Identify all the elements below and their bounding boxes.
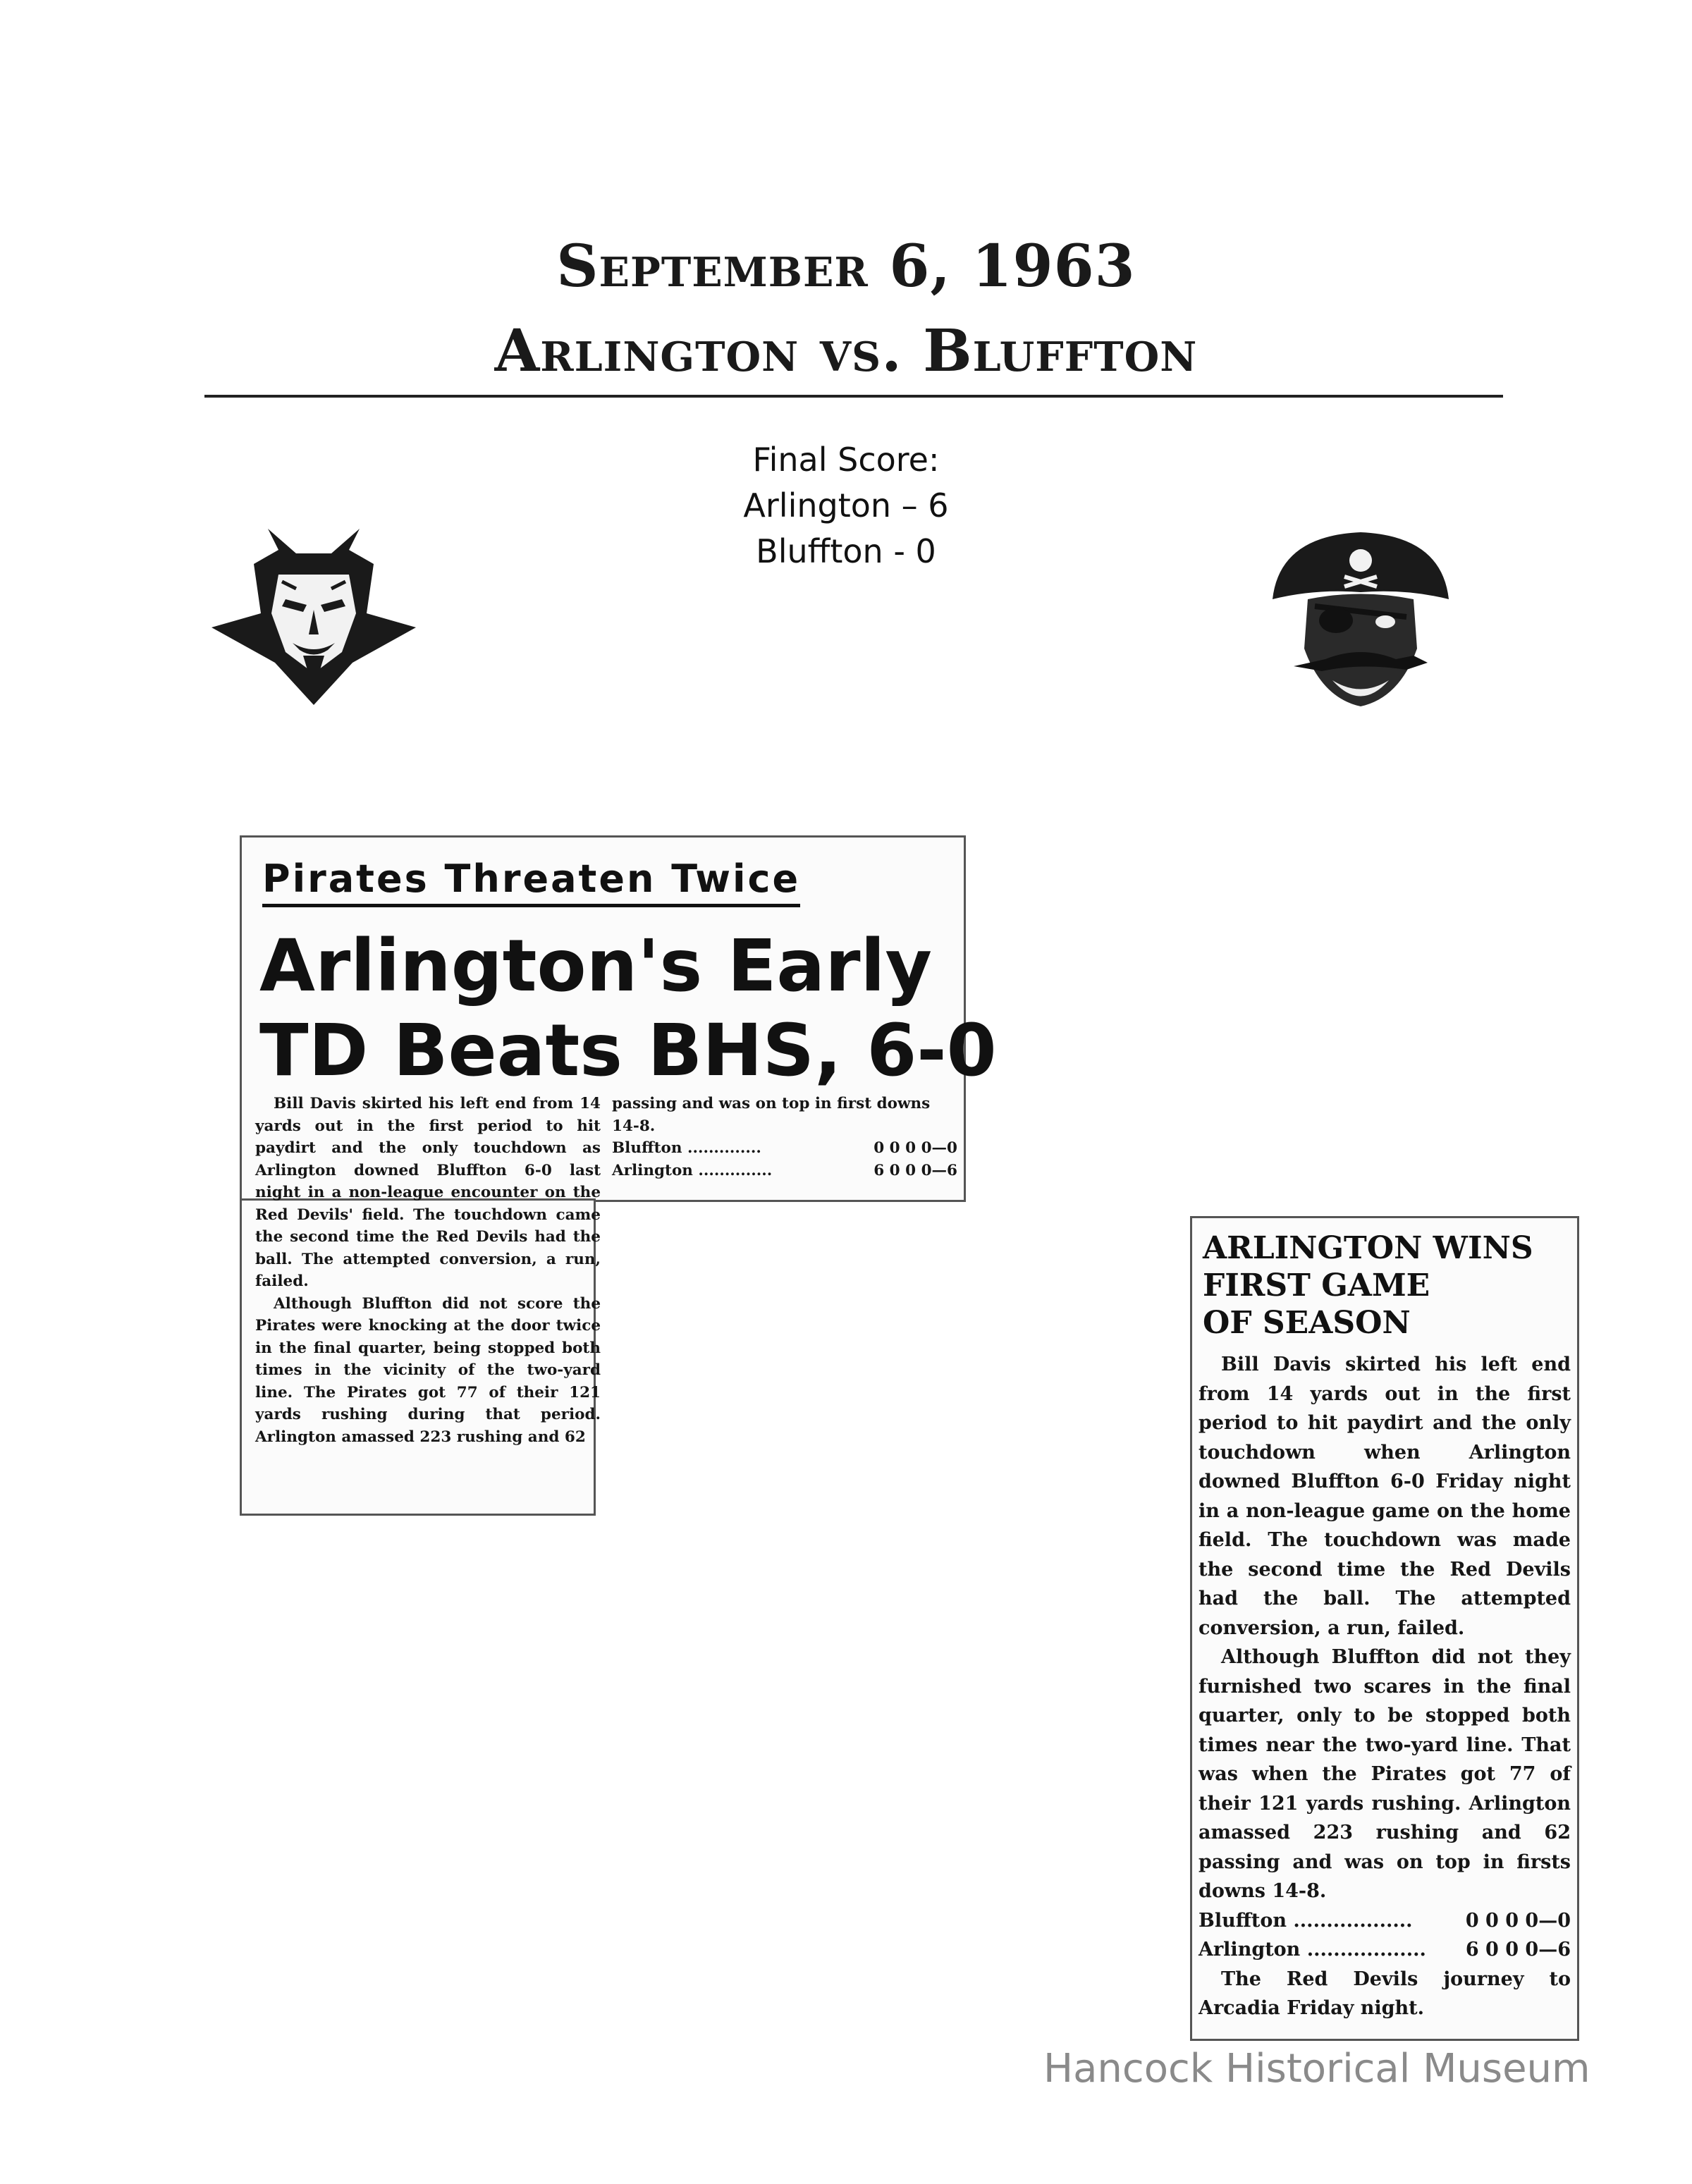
clipping-2-paragraph: Bill Davis skirted his left end from 14 yards out in the first period to hit paydirt and the only touchdown when Arlington downed Bluffton 6-0 Friday night in a non-league game on the home field. The touchdown was made the second time the Red Devils had the ball. The attempted conversion, a run, failed.	[1198, 1354, 1571, 1639]
page-title-matchup: Arlington vs. Bluffton	[494, 317, 1198, 385]
clipping-1-column-2	[612, 1093, 957, 1182]
final-score-label: Final Score:	[752, 441, 940, 479]
final-score-bluffton: Bluffton - 0	[756, 532, 936, 570]
score-row-team: Arlington ..............	[612, 1161, 773, 1179]
clipping-2-headline-line-3: OF SEASON	[1203, 1305, 1411, 1341]
clipping-1-headline-line-2: TD Beats BHS, 6-0	[259, 1009, 997, 1093]
score-row	[1198, 1906, 1571, 1936]
clipping-2-body	[1198, 1350, 1571, 2023]
score-row-scores: 0 0 0 0—0	[1465, 1909, 1571, 1932]
clipping-1-body	[255, 1093, 601, 1448]
clipping-2-headline-line-1: ARLINGTON WINS	[1203, 1230, 1533, 1266]
score-row	[1198, 1935, 1571, 1965]
clipping-1-column-2-text: passing and was on top in first downs 14-8.	[612, 1095, 931, 1135]
score-row-scores: 6 0 0 0—6	[873, 1161, 957, 1179]
clipping-1-paragraph: Although Bluffton did not score the Pirates were knocking at the door twice in the final quarter, being stopped both times in the vicinity of the two-yard line. The Pirates got 77 of their 121 yards rushing during that period. Arlington amassed 223 rushing and 62	[255, 1294, 601, 1446]
clipping-1-kicker: Pirates Threaten Twice	[262, 857, 800, 907]
pirate-logo-icon	[1265, 522, 1456, 712]
clipping-1-headline-line-1: Arlington's Early	[259, 924, 932, 1008]
header-divider	[204, 395, 1503, 398]
page-title-date: September 6, 1963	[556, 233, 1136, 300]
final-score-arlington: Arlington – 6	[743, 486, 949, 524]
clipping-2-headline-line-2: FIRST GAME	[1203, 1268, 1430, 1303]
red-devil-logo-icon	[212, 522, 416, 705]
museum-watermark: Hancock Historical Museum	[1043, 2046, 1590, 2092]
score-row-team: Arlington ..................	[1198, 1939, 1426, 1961]
score-row-team: Bluffton ..............	[612, 1139, 761, 1157]
clipping-1-paragraph: Bill Davis skirted his left end from 14 yards out in the first period to hit paydirt and the only touchdown as Arlington downed Bluffton 6-0 last night in a non-league encounter on the Red Devils' field. The touchdown came the second time the Red Devils had the ball. The attempted conversion, a run, failed.	[255, 1095, 601, 1290]
clipping-2-paragraph: Although Bluffton did not they furnished two scares in the final quarter, only to be stopped both times near the two-yard line. That was when the Pirates got 77 of their 121 yards rushing. Arlington amassed 223 rushing and 62 passing and was on top in firsts downs 14-8.	[1198, 1646, 1571, 1902]
clipping-2-closing: The Red Devils journey to Arcadia Friday night.	[1198, 1968, 1571, 2019]
score-row	[612, 1160, 957, 1182]
score-row-team: Bluffton ..................	[1198, 1909, 1413, 1932]
score-row	[612, 1137, 957, 1160]
score-row-scores: 0 0 0 0—0	[873, 1139, 957, 1157]
score-row-scores: 6 0 0 0—6	[1465, 1939, 1571, 1961]
